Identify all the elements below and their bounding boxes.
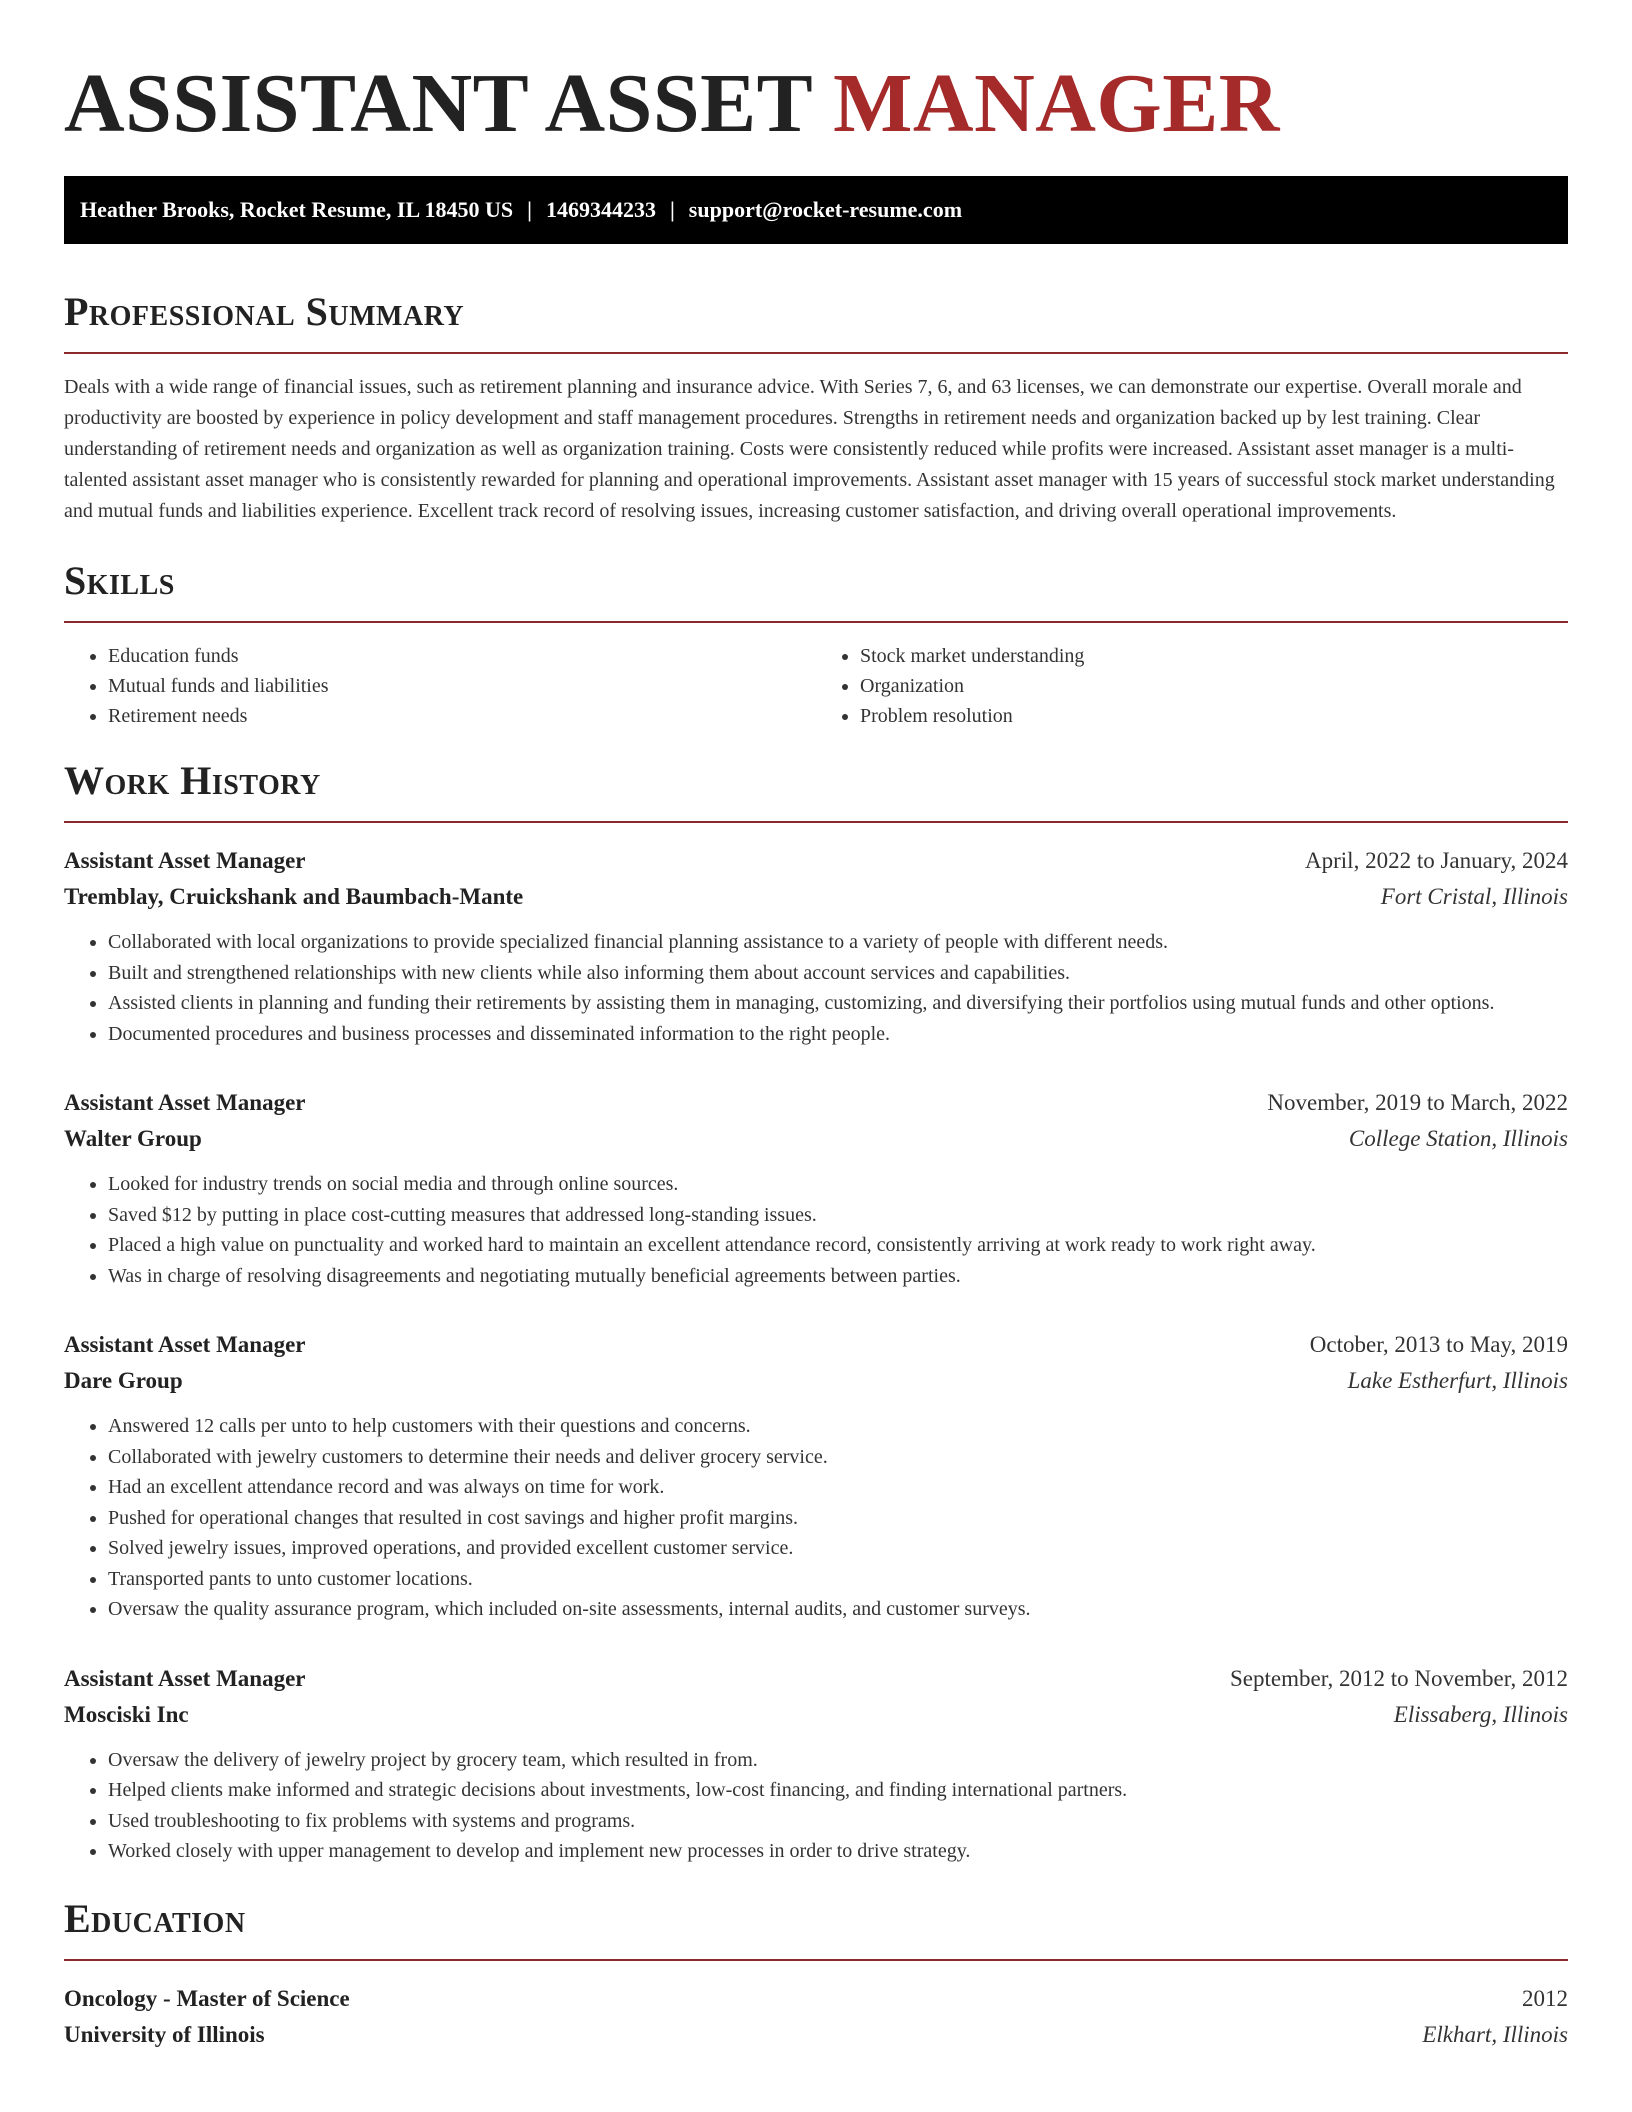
job-bullet: • Used troubleshooting to fix problems with systems and programs. (108, 1806, 1568, 1837)
job-bullet: • Answered 12 calls per unto to help customers with their questions and concerns. (108, 1411, 1568, 1442)
job-dates: November, 2019 to March, 2022 (1267, 1090, 1568, 1115)
job-dates: April, 2022 to January, 2024 (1305, 848, 1568, 873)
skill-item: • Education funds (108, 641, 816, 671)
work-history-section (64, 757, 1568, 1867)
job-bullet: • Collaborated with local organizations to provide specialized financial planning assistance to a variety of people with different needs. (108, 927, 1568, 958)
section-divider (64, 621, 1568, 623)
job-bullet: • Assisted clients in planning and funding their retirements by assisting them in managing, customizing, and diversifying their portfolios using mutual funds and other options. (108, 988, 1568, 1019)
job-entry (64, 1661, 1568, 1867)
job-bullets (64, 927, 1568, 1049)
job-bullet: • Oversaw the quality assurance program, which included on-site assessments, internal audits, and customer surveys. (108, 1594, 1568, 1625)
education-year: 2012 (1522, 1985, 1568, 2011)
job-entry (64, 1085, 1568, 1291)
education-section (64, 1895, 1568, 2053)
job-location: College Station, Illinois (1348, 1126, 1568, 1151)
job-dates: October, 2013 to May, 2019 (1309, 1332, 1568, 1357)
skill-item: • Mutual funds and liabilities (108, 671, 816, 701)
job-bullet: • Was in charge of resolving disagreements and negotiating mutually beneficial agreements between parties. (108, 1261, 1568, 1292)
education-school: University of Illinois (64, 2021, 265, 2047)
work-history-heading: Work History (64, 758, 321, 803)
summary-section (64, 288, 1568, 527)
job-bullet: • Looked for industry trends on social media and through online sources. (108, 1169, 1568, 1200)
job-bullets (64, 1169, 1568, 1291)
job-company: Tremblay, Cruickshank and Baumbach-Mante (64, 884, 524, 909)
skills-column-right (816, 641, 1568, 731)
job-bullet: • Collaborated with jewelry customers to determine their needs and deliver grocery service. (108, 1442, 1568, 1473)
skill-item: • Problem resolution (860, 701, 1568, 731)
education-location: Elkhart, Illinois (1422, 2021, 1568, 2047)
contact-separator: | (669, 197, 675, 222)
title-main: ASSISTANT ASSET (64, 57, 812, 150)
skills-heading: Skills (64, 558, 175, 603)
job-bullet: • Placed a high value on punctuality and worked hard to maintain an excellent attendance record, consistently arriving at work ready to work right away. (108, 1230, 1568, 1261)
contact-bar (64, 176, 1568, 244)
job-bullets (64, 1411, 1568, 1625)
title-accent: MANAGER (833, 57, 1280, 150)
skills-section (64, 557, 1568, 731)
job-bullet: • Helped clients make informed and strategic decisions about investments, low-cost financing, and finding international partners. (108, 1775, 1568, 1806)
education-entry (64, 1981, 1568, 2053)
job-location: Elissaberg, Illinois (1393, 1701, 1568, 1727)
job-bullet: • Built and strengthened relationships with new clients while also informing them about account services and capabilities. (108, 958, 1568, 989)
job-company: Walter Group (64, 1126, 202, 1151)
job-company: Mosciski Inc (64, 1701, 189, 1727)
contact-separator: | (527, 197, 532, 222)
job-bullet: • Pushed for operational changes that resulted in cost savings and higher profit margins. (108, 1503, 1568, 1534)
page-title (64, 56, 1568, 152)
skills-column-left (64, 641, 816, 731)
job-bullets (64, 1745, 1568, 1867)
contact-email[interactable]: support@rocket-resume.com (688, 197, 963, 222)
job-location: Fort Cristal, Illinois (1380, 884, 1568, 909)
education-heading: Education (64, 1895, 246, 1941)
job-bullet: • Solved jewelry issues, improved operations, and provided excellent customer service. (108, 1533, 1568, 1564)
job-bullet: • Had an excellent attendance record and was always on time for work. (108, 1472, 1568, 1503)
skill-item: • Retirement needs (108, 701, 816, 731)
skill-item: • Stock market understanding (860, 641, 1568, 671)
skills-list (64, 641, 1568, 731)
job-dates: September, 2012 to November, 2012 (1230, 1665, 1568, 1691)
section-divider (64, 1959, 1568, 1961)
job-bullet: • Oversaw the delivery of jewelry project by grocery team, which resulted in from. (108, 1745, 1568, 1776)
job-title: Assistant Asset Manager (64, 1090, 306, 1115)
job-title: Assistant Asset Manager (64, 848, 306, 873)
skill-item: • Organization (860, 671, 1568, 701)
job-title: Assistant Asset Manager (64, 1665, 306, 1691)
section-divider (64, 352, 1568, 354)
section-divider (64, 821, 1568, 823)
contact-address: Heather Brooks, Rocket Resume, IL 18450 US (80, 197, 514, 222)
summary-text: Deals with a wide range of financial issues, such as retirement planning and insurance advice. With Series 7, 6, and 63 licenses, we can demonstrate our expertise. Overall morale and productivity are boosted by experience in policy development and staff management procedures. Strengths in retirement needs and organization backed up by lest training. Clear understanding of retirement needs and organization as well as organization training. Costs were consistently reduced while profits were increased. Assistant asset manager is a multi-talented assistant asset manager who is consistently rewarded for planning and operational improvements. Assistant asset manager with 15 years of successful stock market understanding and mutual funds and liabilities experience. Excellent track record of resolving issues, increasing customer satisfaction, and driving overall operational improvements. (64, 376, 1555, 522)
contact-phone: 1469344233 (545, 197, 656, 222)
job-company: Dare Group (64, 1368, 183, 1393)
summary-heading: Professional Summary (64, 289, 465, 334)
job-title: Assistant Asset Manager (64, 1332, 306, 1357)
job-entry (64, 843, 1568, 1049)
education-degree: Oncology - Master of Science (64, 1985, 350, 2011)
job-bullet: • Saved $12 by putting in place cost-cutting measures that addressed long-standing issues. (108, 1200, 1568, 1231)
job-bullet: • Documented procedures and business processes and disseminated information to the right people. (108, 1019, 1568, 1050)
job-bullet: • Transported pants to unto customer locations. (108, 1564, 1568, 1595)
job-location: Lake Estherfurt, Illinois (1347, 1368, 1568, 1393)
job-bullet: • Worked closely with upper management to develop and implement new processes in order to drive strategy. (108, 1836, 1568, 1867)
job-entry (64, 1327, 1568, 1625)
